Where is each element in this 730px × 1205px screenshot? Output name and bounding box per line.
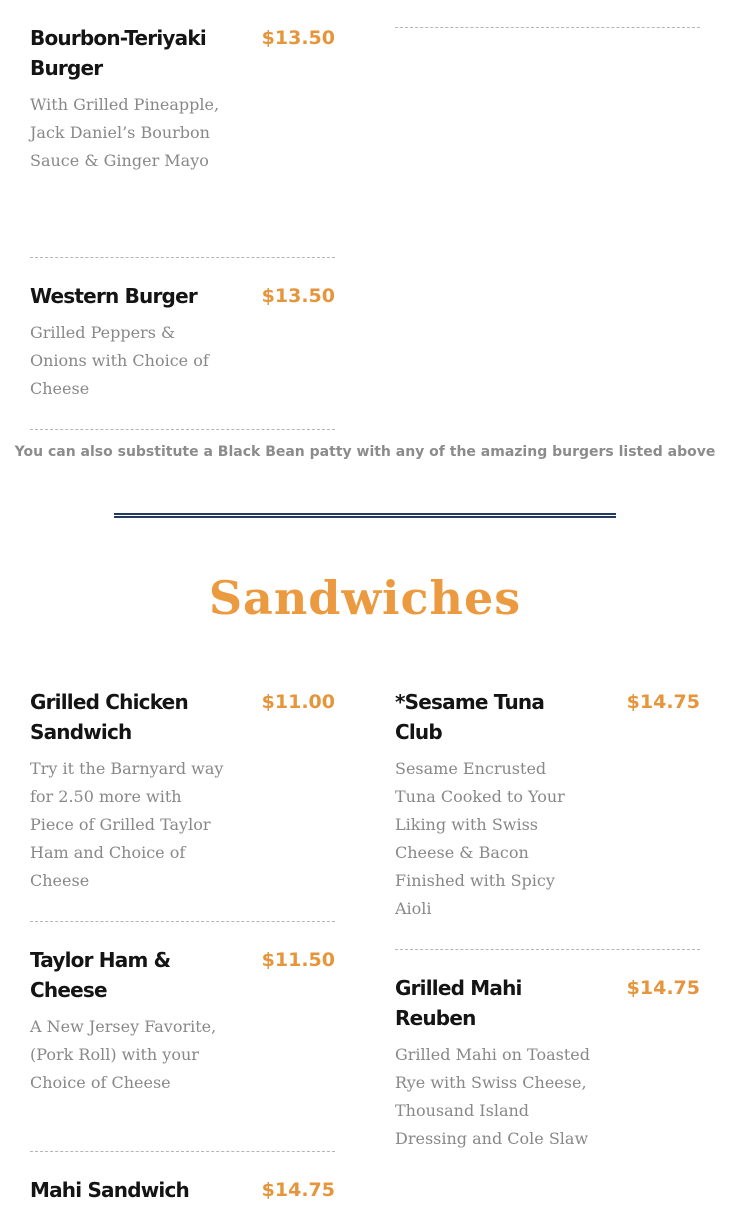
menu-item-description: Grilled Peppers & Onions with Choice of Cheese <box>30 323 209 398</box>
menu-item <box>395 687 700 923</box>
menu-item-header <box>30 945 335 1005</box>
menu-item-description: Sesame Encrusted Tuna Cooked to Your Liking with Swiss Cheese & Bacon Finished with Spicy Aioli <box>395 759 565 918</box>
menu-item <box>30 945 335 1097</box>
menu-item-price: $13.50 <box>261 27 335 49</box>
substitution-note: You can also substitute a Black Bean patty with any of the amazing burgers listed above <box>14 444 716 460</box>
menu-item <box>395 973 700 1153</box>
menu-item-header <box>30 23 335 83</box>
menu-item-name: Mahi Sandwich <box>30 1178 189 1202</box>
menu-item-description: Grilled Mahi on Toasted Rye with Swiss Cheese, Thousand Island Dressing and Cole Slaw <box>395 1045 590 1148</box>
menu-item-price: $11.00 <box>261 691 335 713</box>
menu-item <box>30 23 335 175</box>
menu-item <box>30 281 335 403</box>
item-separator <box>30 429 335 430</box>
menu-item-description: Try it the Barnyard way for 2.50 more with Piece of Grilled Taylor Ham and Choice of Cheese <box>30 759 224 890</box>
item-separator <box>30 257 335 258</box>
menu-item-price: $13.50 <box>261 285 335 307</box>
item-separator <box>30 1151 335 1152</box>
section-divider <box>114 513 616 518</box>
menu-item-name: Grilled Chicken Sandwich <box>30 690 188 744</box>
menu-item-header <box>395 973 700 1033</box>
menu-item-description: A New Jersey Favorite, (Pork Roll) with your Choice of Cheese <box>30 1017 217 1092</box>
menu-item-description: With Grilled Pineapple, Jack Daniel’s Bourbon Sauce & Ginger Mayo <box>30 95 220 170</box>
section-title: Sandwiches <box>208 571 522 625</box>
menu-item-name: *Sesame Tuna Club <box>395 690 545 744</box>
menu-item-price: $14.75 <box>626 977 700 999</box>
menu-item-name: Taylor Ham & Cheese <box>30 948 171 1002</box>
menu-item-header <box>30 687 335 747</box>
menu-item-name: Grilled Mahi Reuben <box>395 976 522 1030</box>
menu-item-header <box>30 1175 335 1205</box>
menu-item-header <box>30 281 335 311</box>
menu-item-name: Western Burger <box>30 284 197 308</box>
menu-item <box>30 687 335 895</box>
menu-item-price: $11.50 <box>261 949 335 971</box>
item-separator <box>395 27 700 28</box>
menu-item-price: $14.75 <box>626 691 700 713</box>
menu-item-name: Bourbon-Teriyaki Burger <box>30 26 206 80</box>
item-separator <box>30 921 335 922</box>
menu-item-header <box>395 687 700 747</box>
menu-item <box>30 1175 335 1205</box>
menu-item-price: $14.75 <box>261 1179 335 1201</box>
item-separator <box>395 949 700 950</box>
